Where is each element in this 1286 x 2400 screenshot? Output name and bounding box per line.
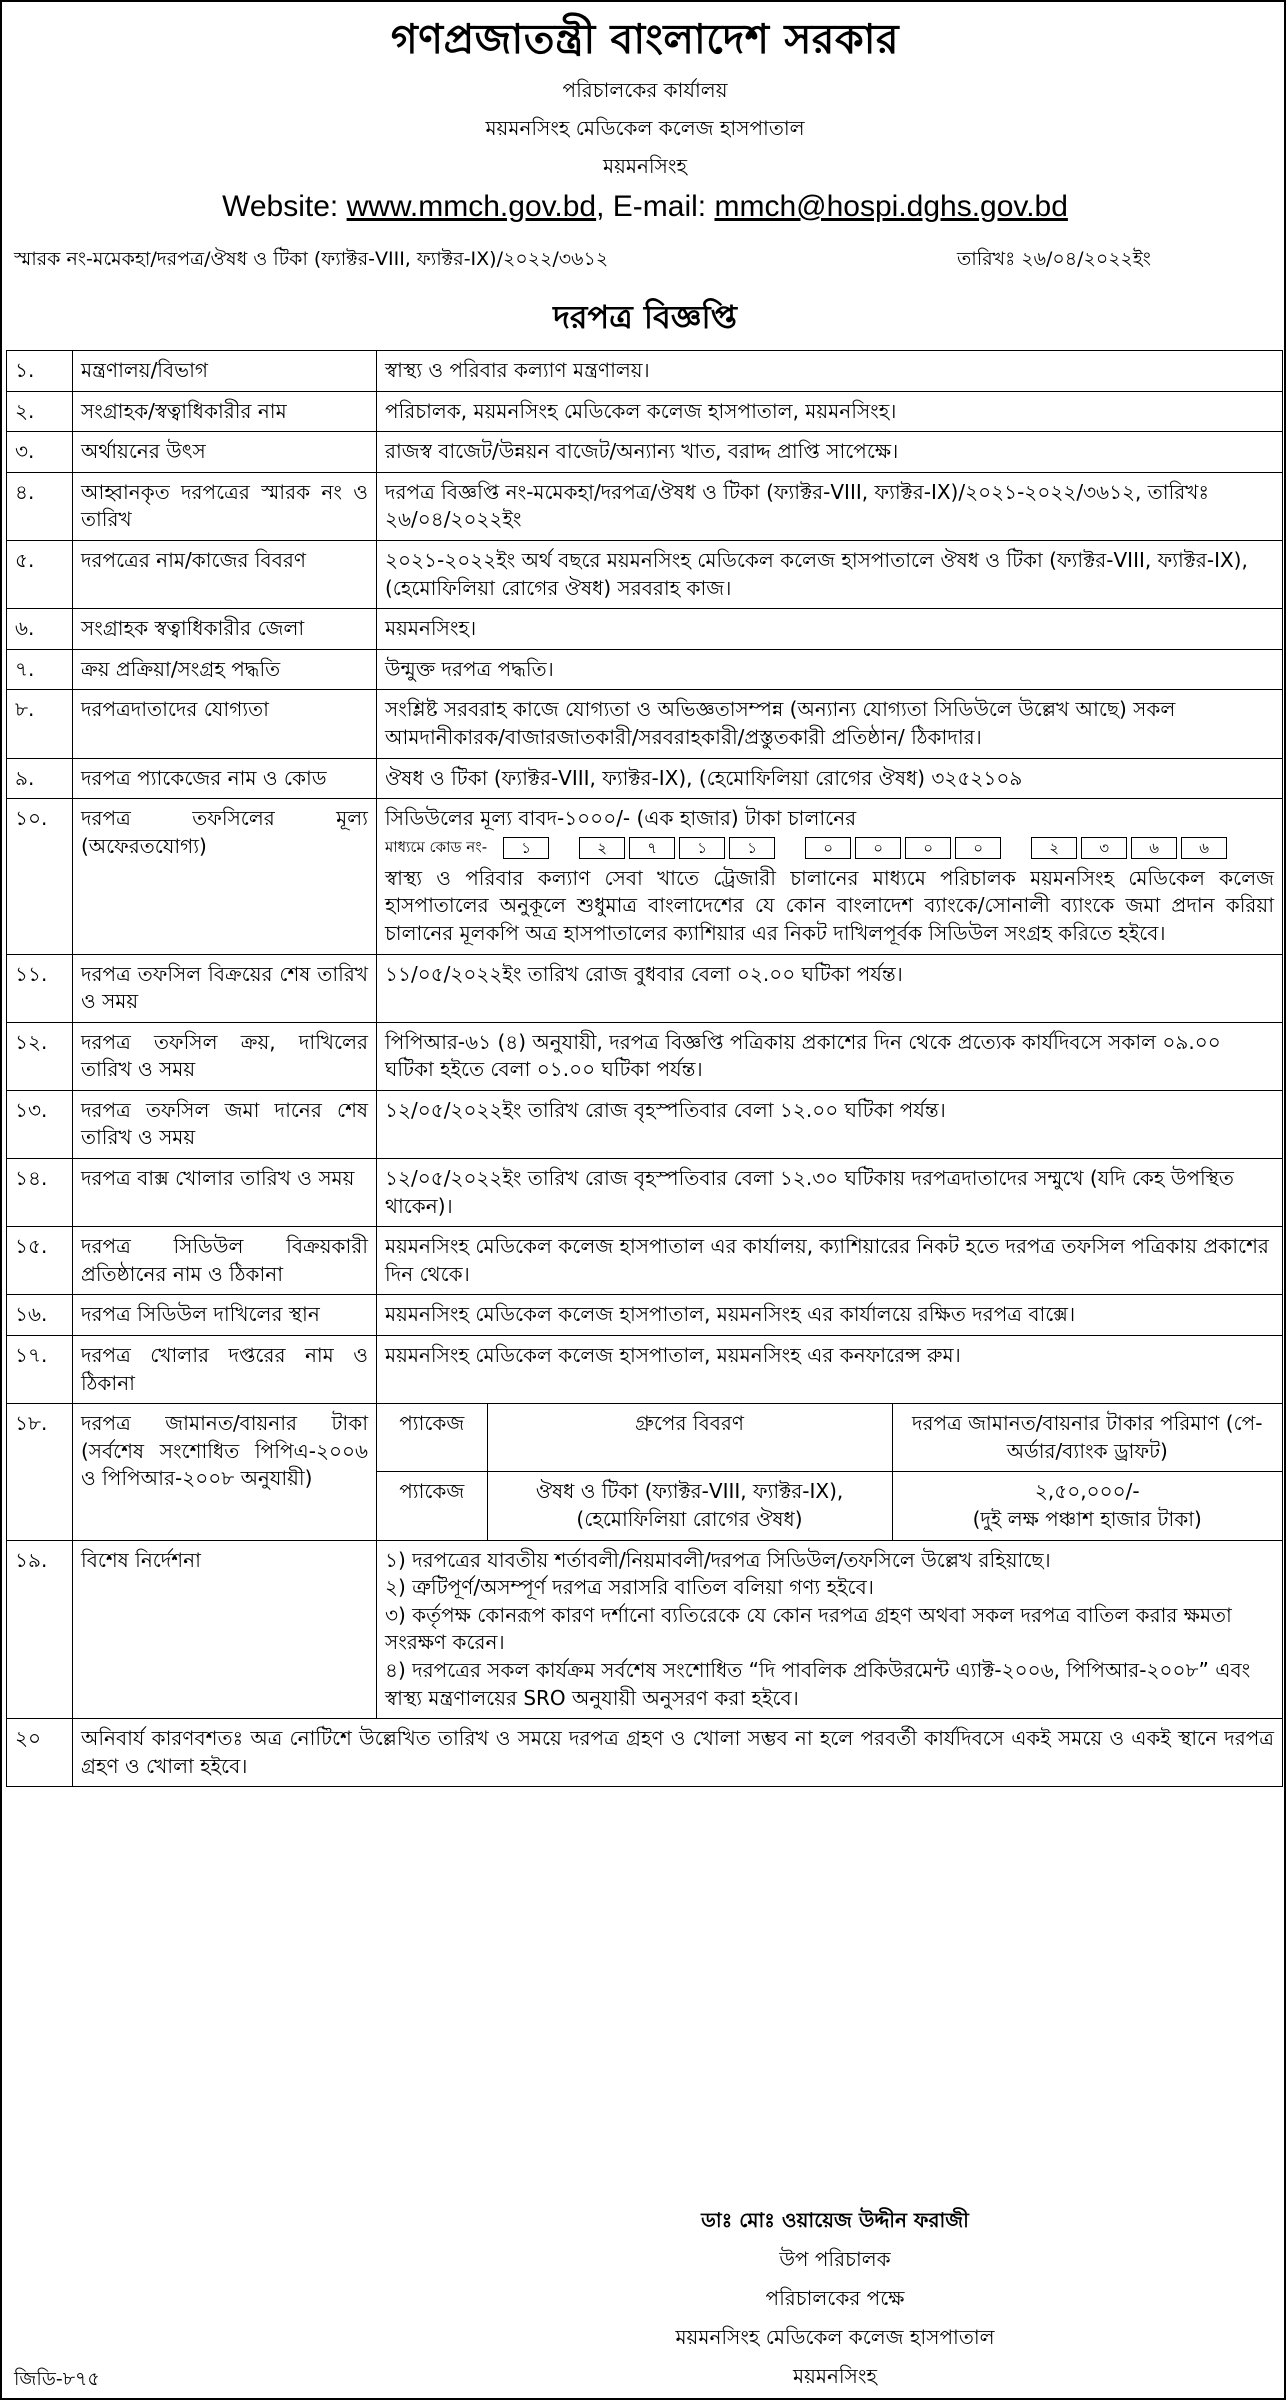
row-value: ঔষধ ও টিকা (ফ্যাক্টর-VIII, ফ্যাক্টর-IX), (হেমোফিলিয়া রোগের ঔষধ) ৩২৫২১০৯	[377, 758, 1283, 799]
table-row	[7, 649, 1283, 690]
row-value: স্বাস্থ্য ও পরিবার কল্যাণ মন্ত্রণালয়।	[377, 351, 1283, 392]
table-row	[7, 1404, 1283, 1540]
code-digit: ১	[679, 837, 725, 859]
code-digit: ৭	[629, 837, 675, 859]
row-label: দরপত্র প্যাকেজের নাম ও কোড	[73, 758, 377, 799]
row-label: দরপত্র সিডিউল দাখিলের স্থান	[73, 1295, 377, 1336]
row-label: সংগ্রাহক/স্বত্বাধিকারীর নাম	[73, 391, 377, 432]
table-row	[7, 432, 1283, 473]
table-row	[7, 1022, 1283, 1090]
signatory-city: ময়মনসিংহ	[793, 2364, 877, 2388]
row-value: ২০২১-২০২২ইং অর্থ বছরে ময়মনসিংহ মেডিকেল কলেজ হাসপাতালে ঔষধ ও টিকা (ফ্যাক্টর-VIII, ফ্যাক্টর-IX), (হেমোফিলিয়া রোগের ঔষধ) সরবরাহ কাজ।	[377, 540, 1283, 608]
row-number: ১০.	[7, 799, 73, 954]
website-link[interactable]: www.mmch.gov.bd	[346, 190, 597, 223]
row-label: বিশেষ নির্দেশনা	[73, 1540, 377, 1719]
row-value: উন্মুক্ত দরপত্র পদ্ধতি।	[377, 649, 1283, 690]
table-row	[7, 1719, 1283, 1787]
table-row	[7, 1540, 1283, 1719]
row-label: দরপত্র তফসিল বিক্রয়ের শেষ তারিখ ও সময়	[73, 954, 377, 1022]
row-number: ১৬.	[7, 1295, 73, 1336]
memo-date: তারিখঃ ২৬/০৪/২০২২ইং	[957, 248, 1151, 270]
table-row	[7, 1090, 1283, 1158]
row-number: ৭.	[7, 649, 73, 690]
code-digit: ০	[805, 837, 851, 859]
office-line: পরিচালকের কার্যালয়	[562, 78, 728, 102]
table-row	[7, 1227, 1283, 1295]
code-digit: ০	[855, 837, 901, 859]
website-label: Website:	[222, 190, 347, 223]
tender-title: দরপত্র বিজ্ঞপ্তি	[553, 298, 737, 336]
table-row	[7, 1159, 1283, 1227]
code-digit: ১	[503, 837, 549, 859]
signatory-name: ডাঃ মোঃ ওয়ায়েজ উদ্দীন ফরাজী	[701, 2208, 969, 2232]
row-label: সংগ্রাহক স্বত্বাধিকারীর জেলা	[73, 609, 377, 650]
row-value: রাজস্ব বাজেট/উন্নয়ন বাজেট/অন্যান্য খাত, বরাদ্দ প্রাপ্তি সাপেক্ষে।	[377, 432, 1283, 473]
security-header-amount: দরপত্র জামানত/বায়নার টাকার পরিমাণ (পে-অর্ডার/ব্যাংক ড্রাফট)	[892, 1404, 1282, 1472]
row-label: ক্রয় প্রক্রিয়া/সংগ্রহ পদ্ধতি	[73, 649, 377, 690]
row-number: ৮.	[7, 690, 73, 758]
table-row	[7, 472, 1283, 540]
table-row	[7, 609, 1283, 650]
fee-instructions: স্বাস্থ্য ও পরিবার কল্যাণ সেবা খাতে ট্রেজারী চালানের মাধ্যমে পরিচালক ময়মনসিংহ মেডিকেল কলেজ হাসপাতালের অনুকূলে শুধুমাত্র বাংলাদেশের যে কোন বাংলাদেশ ব্যাংকে/সোনালী ব্যাংকে জমা প্রদান করিয়া চালানের মূলকপি অত্র হাসপাতালের ক্যাশিয়ার এর নিকট দাখিলপূর্বক সিডিউল সংগ্রহ করিতে হইবে।	[385, 865, 1274, 945]
row-number: ২.	[7, 391, 73, 432]
table-row	[7, 954, 1283, 1022]
table-row	[7, 351, 1283, 392]
table-row	[7, 758, 1283, 799]
row-number: ৯.	[7, 758, 73, 799]
row-value: ১২/০৫/২০২২ইং তারিখ রোজ বৃহস্পতিবার বেলা ১২.৩০ ঘটিকায় দরপত্রদাতাদের সম্মুখে (যদি কেহ উপস্থিত থাকেন)।	[377, 1159, 1283, 1227]
memo-number: স্মারক নং-মমেকহা/দরপত্র/ঔষধ ও টিকা (ফ্যাক্টর-VIII, ফ্যাক্টর-IX)/২০২২/৩৬১২	[14, 248, 609, 270]
fee-line: সিডিউলের মূল্য বাবদ-১০০০/- (এক হাজার) টাকা চালানের	[385, 806, 857, 831]
row-value: পরিচালক, ময়মনসিংহ মেডিকেল কলেজ হাসপাতাল, ময়মনসিংহ।	[377, 391, 1283, 432]
row-value: ১২/০৫/২০২২ইং তারিখ রোজ বৃহস্পতিবার বেলা ১২.০০ ঘটিকা পর্যন্ত।	[377, 1090, 1283, 1158]
row-number: ১২.	[7, 1022, 73, 1090]
code-digit: ০	[905, 837, 951, 859]
row-value	[377, 1404, 1283, 1540]
table-row	[7, 540, 1283, 608]
city-line: ময়মনসিংহ	[603, 154, 687, 178]
security-amount-words: (দুই লক্ষ পঞ্চাশ হাজার টাকা)	[972, 1507, 1202, 1531]
row-number: ৩.	[7, 432, 73, 473]
row-label: মন্ত্রণালয়/বিভাগ	[73, 351, 377, 392]
code-digit: ৬	[1181, 837, 1227, 859]
table-row	[7, 799, 1283, 954]
row-number: ১৮.	[7, 1404, 73, 1540]
code-digit: ১	[729, 837, 775, 859]
row-number: ১৪.	[7, 1159, 73, 1227]
row-value	[377, 1540, 1283, 1719]
row-number: ১১.	[7, 954, 73, 1022]
contact-line	[2, 190, 1286, 224]
instruction-item: ১) দরপত্রের যাবতীয় শর্তাবলী/নিয়মাবলী/দরপত্র সিডিউল/তফসিলে উল্লেখ রহিয়াছে।	[385, 1547, 1051, 1572]
table-row	[7, 391, 1283, 432]
table-row	[7, 690, 1283, 758]
row-value: দরপত্র বিজ্ঞপ্তি নং-মমেকহা/দরপত্র/ঔষধ ও টিকা (ফ্যাক্টর-VIII, ফ্যাক্টর-IX)/২০২১-২০২২/৩৬১২, তারিখঃ ২৬/০৪/২০২২ইং	[377, 472, 1283, 540]
row-number: ৫.	[7, 540, 73, 608]
security-header-group: গ্রুপের বিবরণ	[487, 1404, 892, 1472]
code-label: মাধ্যমে কোড নং-	[385, 838, 488, 857]
instruction-item: ৪) দরপত্রের সকল কার্যক্রম সর্বশেষ সংশোধিত “দি পাবলিক প্রকিউরমেন্ট এ্যাক্ট-২০০৬, পিপিআর-২০০৮” এবং স্বাস্থ্য মন্ত্রণালয়ের SRO অনুযায়ী অনুসরণ করা হইবে।	[385, 1657, 1251, 1710]
code-digit: ২	[579, 837, 625, 859]
table-row	[7, 1295, 1283, 1336]
email-link[interactable]: mmch@hospi.dghs.gov.bd	[714, 190, 1068, 223]
row-value: ১১/০৫/২০২২ইং তারিখ রোজ বুধবার বেলা ০২.০০ ঘটিকা পর্যন্ত।	[377, 954, 1283, 1022]
row-label: দরপত্রের নাম/কাজের বিবরণ	[73, 540, 377, 608]
row-label: দরপত্র তফসিল ক্রয়, দাখিলের তারিখ ও সময়	[73, 1022, 377, 1090]
security-group: ঔষধ ও টিকা (ফ্যাক্টর-VIII, ফ্যাক্টর-IX), (হেমোফিলিয়া রোগের ঔষধ)	[487, 1472, 892, 1540]
row-number: ১৯.	[7, 1540, 73, 1719]
row-value: ময়মনসিংহ।	[377, 609, 1283, 650]
tender-table	[6, 350, 1283, 1787]
row-label: দরপত্র তফসিল জমা দানের শেষ তারিখ ও সময়	[73, 1090, 377, 1158]
code-digit: ২	[1031, 837, 1077, 859]
row-label: দরপত্র তফসিলের মূল্য (অফেরতযোগ্য)	[73, 799, 377, 954]
row-value: পিপিআর-৬১ (৪) অনুযায়ী, দরপত্র বিজ্ঞপ্তি পত্রিকায় প্রকাশের দিন থেকে প্রত্যেক কার্যদিবসে সকাল ০৯.০০ ঘটিকা হইতে বেলা ০১.০০ ঘটিকা পর্যন্ত।	[377, 1022, 1283, 1090]
table-row	[7, 1336, 1283, 1404]
row-number: ২০	[7, 1719, 73, 1787]
code-digit: ০	[955, 837, 1001, 859]
govt-title: গণপ্রজাতন্ত্রী বাংলাদেশ সরকার	[390, 15, 900, 63]
row-label: অর্থায়নের উৎস	[73, 432, 377, 473]
instruction-item: ৩) কর্তৃপক্ষ কোনরূপ কারণ দর্শানো ব্যতিরেকে যে কোন দরপত্র গ্রহণ অথবা সকল দরপত্র বাতিল করার ক্ষমতা সংরক্ষণ করেন।	[385, 1602, 1232, 1655]
row-value: অনিবার্য কারণবশতঃ অত্র নোটিশে উল্লেখিত তারিখ ও সময়ে দরপত্র গ্রহণ ও খোলা সম্ভব না হলে পরবর্তী কার্যদিবসে একই সময়ে ও একই স্থানে দরপত্র গ্রহণ ও খোলা হইবে।	[73, 1719, 1283, 1787]
instruction-item: ২) ত্রুটিপূর্ণ/অসম্পূর্ণ দরপত্র সরাসরি বাতিল বলিয়া গণ্য হইবে।	[385, 1575, 874, 1600]
signatory-hospital: ময়মনসিংহ মেডিকেল কলেজ হাসপাতাল	[675, 2325, 995, 2349]
row-value: সংশ্লিষ্ট সরবরাহ কাজে যোগ্যতা ও অভিজ্ঞতাসম্পন্ন (অন্যান্য যোগ্যতা সিডিউলে উল্লেখ আছে) সকল আমদানীকারক/বাজারজাতকারী/সরবরাহকারী/প্রস্তুতকারী প্রতিষ্ঠান/ ঠিকাদার।	[377, 690, 1283, 758]
row-label: দরপত্রদাতাদের যোগ্যতা	[73, 690, 377, 758]
security-amount	[892, 1472, 1282, 1540]
security-header-package: প্যাকেজ	[377, 1404, 487, 1472]
security-table	[377, 1404, 1282, 1539]
code-digit: ৬	[1131, 837, 1177, 859]
row-value: ময়মনসিংহ মেডিকেল কলেজ হাসপাতাল, ময়মনসিংহ এর কনফারেন্স রুম।	[377, 1336, 1283, 1404]
signatory-behalf: পরিচালকের পক্ষে	[765, 2286, 905, 2310]
treasury-code	[385, 835, 1274, 861]
security-amount-value: ২,৫০,০০০/-	[1034, 1479, 1140, 1504]
row-number: ১৫.	[7, 1227, 73, 1295]
row-label: দরপত্র জামানত/বায়নার টাকা (সর্বশেষ সংশোধিত পিপিএ-২০০৬ ও পিপিআর-২০০৮ অনুযায়ী)	[73, 1404, 377, 1540]
signatory-designation: উপ পরিচালক	[779, 2247, 891, 2271]
row-label: আহ্বানকৃত দরপত্রের স্মারক নং ও তারিখ	[73, 472, 377, 540]
row-value: ময়মনসিংহ মেডিকেল কলেজ হাসপাতাল, ময়মনসিংহ এর কার্যালয়ে রক্ষিত দরপত্র বাক্সে।	[377, 1295, 1283, 1336]
row-number: ৪.	[7, 472, 73, 540]
row-number: ১.	[7, 351, 73, 392]
row-value	[377, 799, 1283, 954]
code-digit: ৩	[1081, 837, 1127, 859]
row-number: ১৭.	[7, 1336, 73, 1404]
gd-number: জিডি-৮৭৫	[14, 2368, 100, 2390]
row-number: ১৩.	[7, 1090, 73, 1158]
row-value: ময়মনসিংহ মেডিকেল কলেজ হাসপাতাল এর কার্যালয়, ক্যাশিয়ারের নিকট হতে দরপত্র তফসিল পত্রিকায় প্রকাশের দিন থেকে।	[377, 1227, 1283, 1295]
hospital-line: ময়মনসিংহ মেডিকেল কলেজ হাসপাতাল	[485, 116, 805, 140]
row-label: দরপত্র বাক্স খোলার তারিখ ও সময়	[73, 1159, 377, 1227]
row-label: দরপত্র সিডিউল বিক্রয়কারী প্রতিষ্ঠানের নাম ও ঠিকানা	[73, 1227, 377, 1295]
email-label: , E-mail:	[596, 190, 715, 223]
row-label: দরপত্র খোলার দপ্তরের নাম ও ঠিকানা	[73, 1336, 377, 1404]
row-number: ৬.	[7, 609, 73, 650]
security-package: প্যাকেজ	[377, 1472, 487, 1540]
